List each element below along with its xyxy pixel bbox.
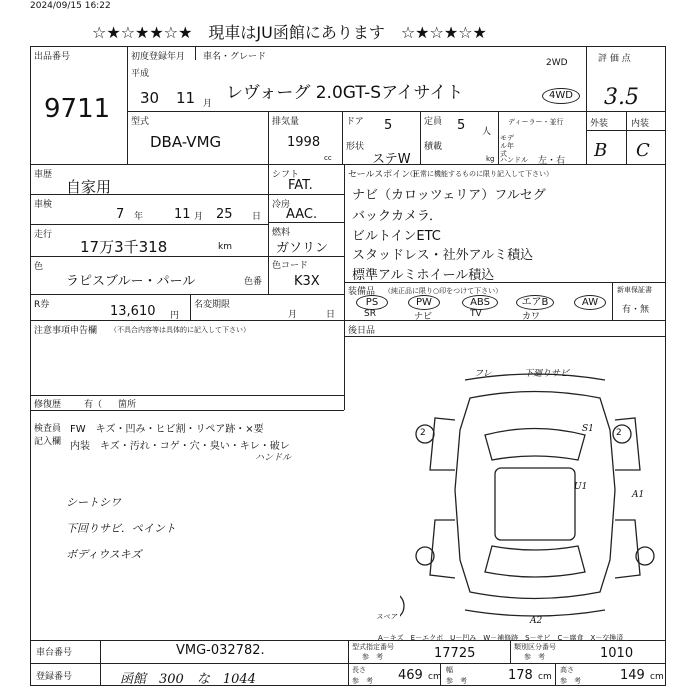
- sales-label: セールスポイント: [348, 170, 420, 180]
- height-unit: cm: [650, 672, 664, 682]
- repair-label: 修復歴: [34, 400, 62, 410]
- color-change-label: 色コード: [272, 261, 309, 271]
- repair-unit: 箇所: [118, 400, 137, 410]
- mark-a2: A2: [530, 616, 543, 626]
- tax-label: 名変期限: [194, 300, 231, 310]
- mark-fr: フレ: [474, 369, 492, 379]
- height-sub: 参 考: [560, 677, 581, 685]
- lot-label: 出品番号: [34, 52, 71, 62]
- sales-item-3: ビルトインETC: [352, 229, 441, 244]
- mark-two-left: 2: [420, 428, 426, 438]
- repair-value: 有（: [84, 400, 103, 410]
- inspect-row-2: 内装 キズ・汚れ・コゲ・穴・臭い・キレ・破レ: [70, 441, 290, 452]
- doors-value: 5: [384, 118, 393, 133]
- inspection-year: 7: [116, 207, 125, 222]
- ac-label: 冷房: [272, 200, 291, 210]
- length-value: 469: [398, 668, 423, 683]
- capacity-unit: 人: [482, 127, 492, 137]
- handwritten-3: ボディウスキズ: [66, 548, 142, 561]
- sales-sub: （正常に機能するものに限り記入して下さい）: [406, 170, 553, 178]
- ac-value: AAC.: [286, 207, 318, 222]
- sales-item-2: バックカメラ．: [352, 209, 442, 224]
- interior-label: 内装: [631, 119, 650, 129]
- equip-aw: AW: [574, 295, 606, 310]
- class-num-value: 1010: [600, 646, 634, 661]
- equipment-label: 装備品: [348, 287, 376, 297]
- inspection-day-unit: 日: [252, 212, 262, 222]
- dealer-label: ディーラー・並行: [508, 118, 564, 126]
- mark-spare: スペア: [376, 613, 397, 621]
- handle-note: ハンドル: [255, 453, 292, 463]
- notes-sub: （不具合内容等は具体的に記入して下さい）: [110, 326, 250, 334]
- mark-sita: 下廻りサビ: [524, 369, 570, 379]
- reg-year-label: 初度登録年月: [131, 52, 186, 62]
- tax-day: 日: [326, 310, 336, 320]
- length-unit: cm: [428, 672, 442, 682]
- displacement-unit: cc: [324, 154, 332, 162]
- spec-num-label: 型式指定番号: [352, 643, 394, 651]
- mileage-label: 走行: [34, 230, 53, 240]
- equipment-sub: （純正品に限り○印をつけて下さい）: [384, 287, 503, 295]
- fuel-label: 燃料: [272, 228, 291, 238]
- registration-value: 函館 300 な 1044: [120, 672, 256, 687]
- equip-navi: ナビ: [414, 312, 433, 322]
- reg-month: 11: [176, 89, 196, 107]
- mark-two-right: 2: [616, 428, 622, 438]
- equip-tv: TV: [470, 309, 482, 319]
- lot-number: 9711: [44, 94, 111, 124]
- equip-leather: カワ: [522, 312, 541, 322]
- registration-label: 登録番号: [36, 672, 73, 682]
- color-value: ラピスブルー・パール: [66, 274, 196, 289]
- width-label: 幅: [446, 666, 453, 674]
- width-sub: 参 考: [446, 677, 467, 685]
- inspection-month-unit: 月: [194, 212, 204, 222]
- equip-ps: PS: [356, 295, 388, 310]
- handwritten-1: シートシワ: [66, 496, 121, 509]
- color-code-label: 色番: [244, 277, 263, 287]
- mark-s1: S1: [582, 424, 594, 434]
- handle-label: ハンドル: [500, 156, 528, 164]
- inspector-label-1: 検査員: [34, 424, 62, 434]
- mark-u1: U1: [574, 482, 588, 492]
- exterior-value: B: [594, 140, 608, 161]
- recycle-value: 13,610: [110, 304, 156, 319]
- inspection-year-unit: 年: [134, 212, 144, 222]
- sales-item-5: 標準アルミホイール積込: [352, 268, 495, 283]
- inspect-row-1: FW キズ・凹み・ヒビ割・リペア跡・×要: [70, 424, 264, 435]
- warranty-value: 有・無: [622, 305, 650, 315]
- inspection-day: 25: [216, 207, 233, 222]
- capacity-label: 定員: [424, 117, 443, 127]
- equip-abs: ABS: [462, 295, 498, 310]
- usage-value: 自家用: [66, 178, 112, 196]
- equip-sr: SR: [364, 309, 376, 319]
- era: 平成: [131, 69, 150, 79]
- reg-month-unit: 月: [203, 99, 213, 109]
- handwritten-2: 下回りサビ．ペイント: [66, 522, 176, 535]
- after-label: 後日品: [348, 326, 376, 336]
- spec-num-value: 17725: [434, 646, 476, 661]
- model-name: レヴォーグ 2.0GT-Sアイサイト: [226, 83, 464, 103]
- load-unit: kg: [486, 155, 495, 163]
- width-unit: cm: [538, 672, 552, 682]
- fuel-value: ガソリン: [276, 241, 329, 256]
- shift-label: シフト: [272, 170, 300, 180]
- model-year-label: モデル年式: [500, 134, 514, 158]
- shift-value: FAT.: [288, 178, 313, 193]
- chassis-label: 車台番号: [36, 648, 73, 658]
- color-label: 色: [34, 262, 44, 272]
- usage-label: 車歴: [34, 170, 53, 180]
- sales-item-1: ナビ（カロッツェリア）フルセグ: [352, 188, 546, 203]
- width-value: 178: [508, 668, 533, 683]
- shape-label: 形状: [346, 142, 365, 152]
- reg-year: 30: [140, 89, 160, 107]
- inspection-month: 11: [174, 207, 191, 222]
- length-label: 長さ: [352, 666, 366, 674]
- equip-pw: PW: [408, 295, 440, 310]
- notes-label: 注意事項申告欄: [34, 326, 98, 336]
- score-value: 3.5: [604, 85, 639, 110]
- shape-value: ステW: [372, 152, 411, 167]
- handle-value: 左・右: [538, 156, 566, 166]
- inspector-label-2: 記入欄: [34, 437, 62, 447]
- chassis-value: VMG-032782.: [176, 643, 265, 658]
- damage-legend: A－キズ E－エクボ U－凹み W－補修跡 S－サビ C－腐食 X－交換済: [378, 634, 624, 642]
- drive-4wd: 4WD: [542, 88, 580, 104]
- drive-2wd: 2WD: [546, 58, 568, 68]
- spec-num-sub: 参 考: [362, 653, 383, 661]
- tax-month: 月: [288, 310, 298, 320]
- class-num-label: 類別区分番号: [514, 643, 556, 651]
- recycle-label: R券: [34, 300, 50, 310]
- score-label: 評 価 点: [598, 54, 631, 64]
- type-label: 型式: [131, 117, 150, 127]
- timestamp: 2024/09/15 16:22: [30, 1, 111, 11]
- type-value: DBA-VMG: [150, 133, 222, 151]
- load-label: 積載: [424, 142, 443, 152]
- height-label: 高さ: [560, 666, 574, 674]
- mileage-unit: km: [218, 242, 232, 252]
- sales-item-4: スタッドレス・社外アルミ積込: [352, 248, 534, 263]
- displacement-value: 1998: [287, 135, 321, 150]
- equip-airbag: エアB: [516, 295, 554, 310]
- warranty-label: 新車保証書: [617, 286, 652, 294]
- interior-value: C: [636, 140, 650, 161]
- banner: ☆★☆★★☆★ 現車はJU函館にあります ☆★☆★☆★: [92, 23, 487, 42]
- color-code: K3X: [294, 274, 320, 289]
- exterior-label: 外装: [590, 119, 609, 129]
- recycle-unit: 円: [170, 311, 180, 321]
- mileage-value: 17万3千318: [80, 238, 168, 256]
- capacity-value: 5: [457, 118, 466, 133]
- height-value: 149: [620, 668, 645, 683]
- model-label: 車名・グレード: [203, 52, 267, 62]
- mark-a1: A1: [632, 490, 645, 500]
- class-num-sub: 参 考: [524, 653, 545, 661]
- inspection-label: 車検: [34, 200, 53, 210]
- doors-label: ドア: [346, 117, 364, 127]
- length-sub: 参 考: [352, 677, 373, 685]
- displacement-label: 排気量: [272, 117, 300, 127]
- car-damage-diagram: [400, 360, 670, 630]
